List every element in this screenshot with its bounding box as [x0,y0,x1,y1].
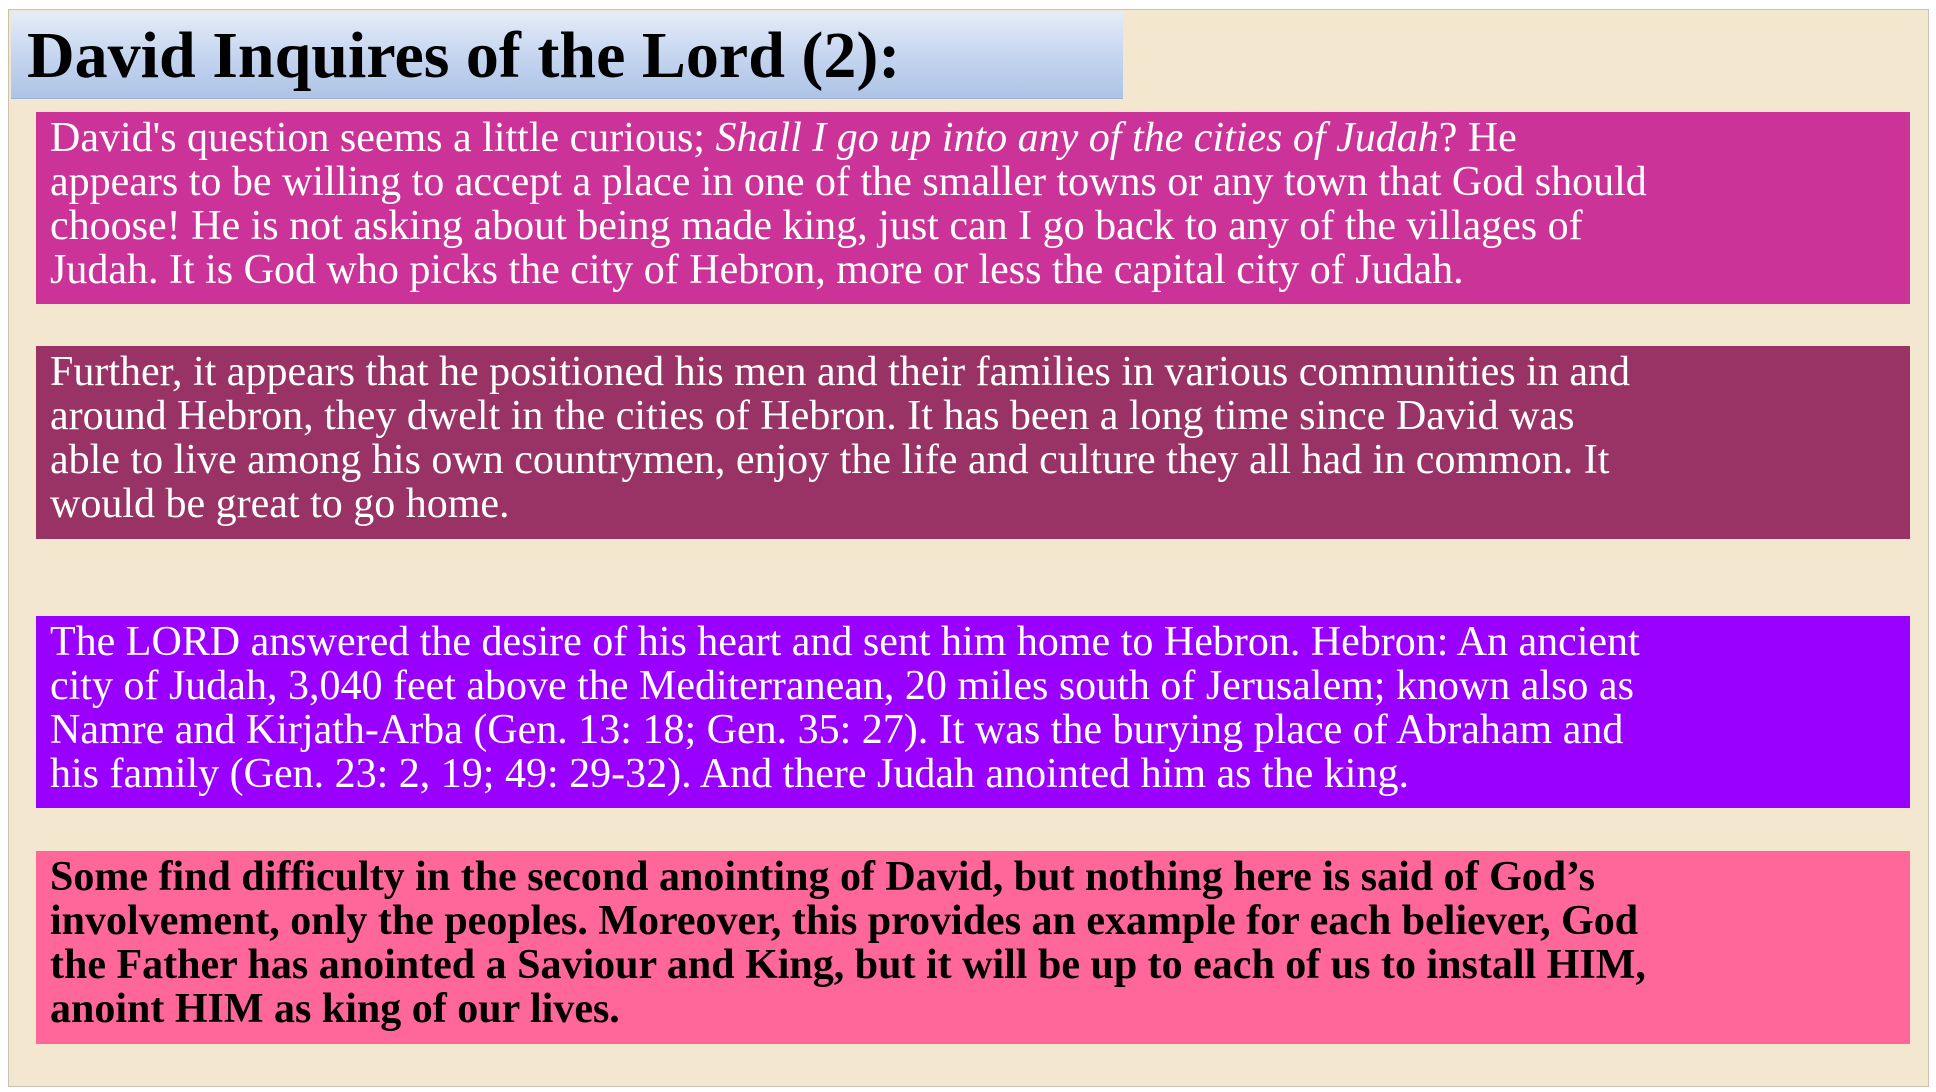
text-box-anointing [36,851,1910,1044]
text-segment: David's question seems a little curious; [50,115,716,161]
text-segment: ? He [1438,115,1517,161]
slide [8,9,1929,1087]
text-line: would be great to go home. [50,481,510,527]
text-line: Some find difficulty in the second anointing of David, but nothing here is said of God’s [50,854,1595,900]
text-line: able to live among his own countrymen, enjoy the life and culture they all had in common. It [50,437,1610,483]
text-line: Judah. It is God who picks the city of Hebron, more or less the capital city of Judah. [50,247,1464,293]
text-line: city of Judah, 3,040 feet above the Mediterranean, 20 miles south of Jerusalem; known also as [50,663,1634,709]
text-line [50,116,1896,160]
text-line: anoint HIM as king of our lives. [50,986,620,1032]
text-line: his family (Gen. 23: 2, 19; 49: 29-32). And there Judah anointed him as the king. [50,751,1409,797]
text-box-hebron-men [36,346,1910,539]
text-box-lord-answered [36,616,1910,808]
text-line: around Hebron, they dwelt in the cities of Hebron. It has been a long time since David was [50,393,1575,439]
text-line: involvement, only the peoples. Moreover, this provides an example for each believer, God [50,898,1639,944]
text-box-question [36,112,1910,304]
text-line: the Father has anointed a Saviour and King, but it will be up to each of us to install HIM, [50,942,1646,988]
text-line: Further, it appears that he positioned his men and their families in various communities in and [50,349,1630,395]
text-line: choose! He is not asking about being made king, just can I go back to any of the villages of [50,203,1583,249]
text-line: appears to be willing to accept a place in one of the smaller towns or any town that God should [50,159,1647,205]
slide-title: David Inquires of the Lord (2): [27,19,901,92]
title-bar [11,12,1123,99]
italic-quote: Shall I go up into any of the cities of Judah [715,115,1439,161]
text-line: Namre and Kirjath-Arba (Gen. 13: 18; Gen. 35: 27). It was the burying place of Abraham and [50,707,1624,753]
text-line: The LORD answered the desire of his heart and sent him home to Hebron. Hebron: An ancient [50,619,1640,665]
